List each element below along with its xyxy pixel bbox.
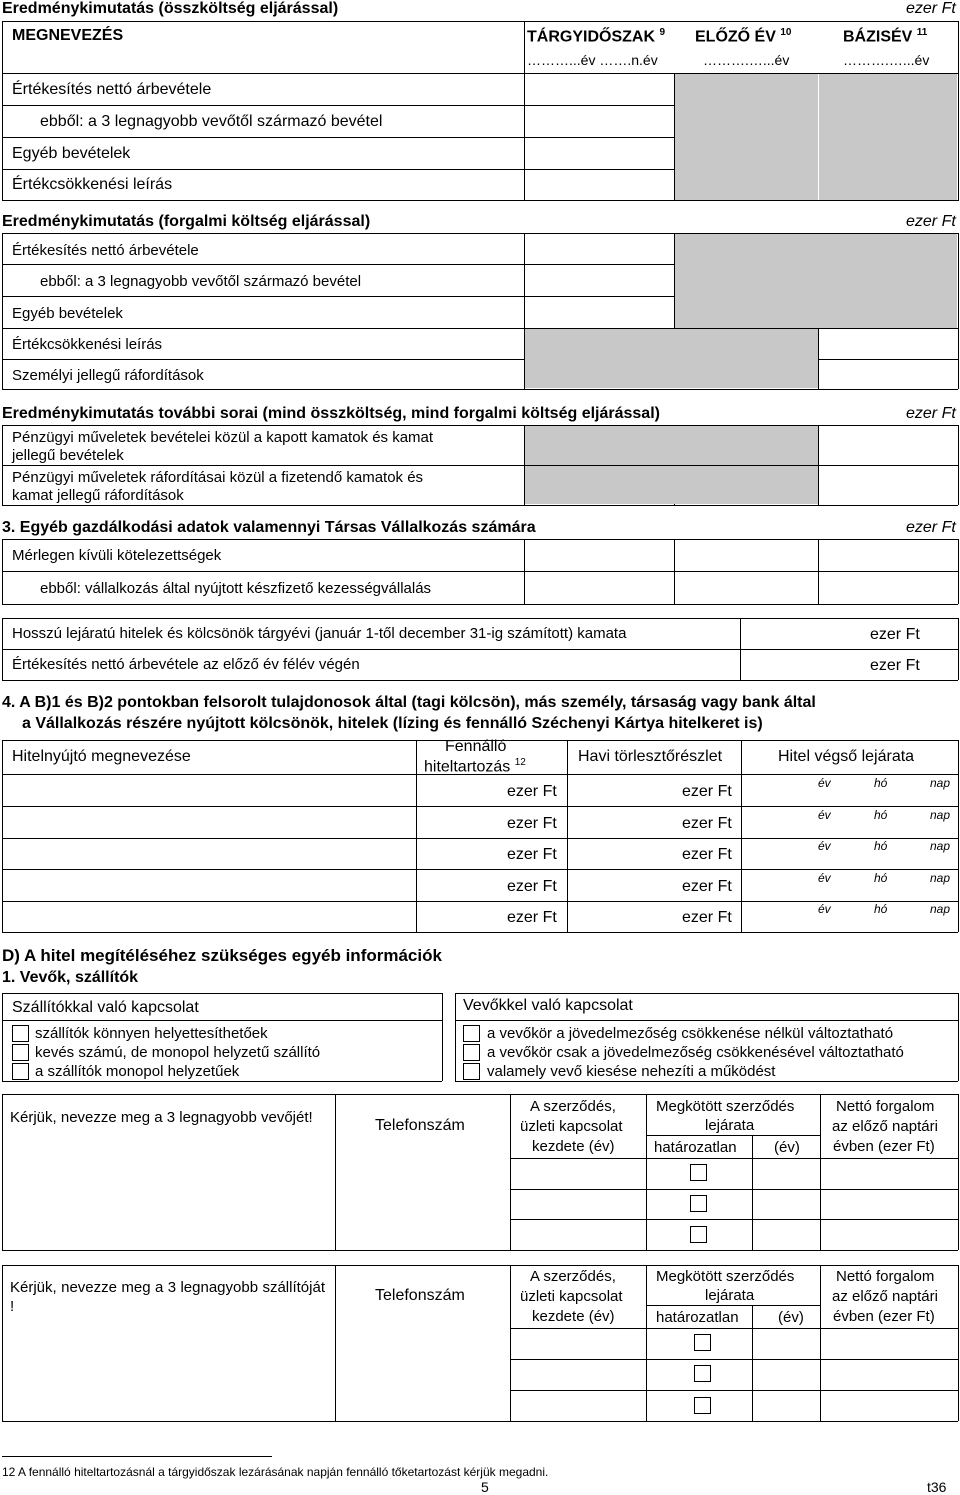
buyers-start-l2: üzleti kapcsolat [520, 1118, 623, 1135]
section4-title: 3. Egyéb gazdálkodási adatok valamennyi Társas Vállalkozás számára [2, 519, 536, 536]
loan-header-lender: Hitelnyújtó megnevezése [12, 748, 191, 765]
suppliers-start-l3: kezdete (év) [532, 1308, 615, 1325]
section4-unit: ezer Ft [906, 519, 956, 536]
loan-row5-install-unit: ezer Ft [682, 909, 732, 926]
section5-title-line1: 4. A B)1 és B)2 pontokban felsorolt tulajdonosok által (tagi kölcsön), más személy, társaság vagy bank által [2, 694, 816, 711]
s4-row-guarantee: ebből: vállalkozás által nyújtott készfizető kezességvállalás [40, 580, 432, 597]
supplier-opt3-checkbox[interactable] [12, 1063, 29, 1080]
buyers-start-l1: A szerződés, [530, 1098, 616, 1115]
s3-row1-line2: jellegű bevételek [12, 447, 124, 464]
loan-row2-nap: nap [930, 808, 951, 822]
s4-row-halfyear-unit: ezer Ft [870, 657, 920, 674]
supplier-opt1-label: szállítók könnyen helyettesíthetőek [35, 1025, 268, 1042]
buyer-opt2-label: a vevőkör csak a jövedelmezőség csökkenésével változtatható [487, 1044, 904, 1061]
loan-row4-debt-unit: ezer Ft [507, 878, 557, 895]
s3-row2-line1: Pénzügyi műveletek ráfordításai közül a fizetendő kamatok és [12, 469, 424, 486]
s4-row-interest: Hosszú lejáratú hitelek és kölcsönök tárgyévi (január 1-től december 31-ig számított) kamata [12, 625, 627, 642]
suppliers-start-l1: A szerződés, [530, 1268, 616, 1285]
buyer-opt1-label: a vevőkör a jövedelmezőség csökkenése nélkül változtatható [487, 1025, 894, 1042]
buyers-row1-indef-checkbox[interactable] [690, 1164, 707, 1181]
suppliers-start-l2: üzleti kapcsolat [520, 1288, 623, 1305]
s2-row-top3: ebből: a 3 legnagyobb vevőtől származó bevétel [40, 273, 362, 290]
supplier-opt2-checkbox[interactable] [12, 1044, 29, 1061]
s2-row-revenue: Értékesítés nettó árbevétele [12, 242, 199, 259]
s1-row-revenue: Értékesítés nettó árbevétele [12, 81, 212, 98]
loan-row2-install-unit: ezer Ft [682, 815, 732, 832]
suppliers-row2-indef-checkbox[interactable] [694, 1365, 711, 1382]
page-number: 5 [481, 1479, 489, 1495]
loan-row5-ev: év [818, 902, 831, 916]
loan-row5-nap: nap [930, 902, 951, 916]
s3-row1-line1: Pénzügyi műveletek bevételei közül a kapott kamatok és kamat [12, 429, 434, 446]
buyer-opt3-label: valamely vevő kiesése nehezíti a működést [487, 1063, 776, 1080]
buyers-expiry-year: (év) [774, 1139, 800, 1156]
loan-header-maturity: Hitel végső lejárata [778, 748, 915, 765]
s2-row-depreciation: Értékcsökkenési leírás [12, 336, 163, 353]
s1-row-other-income: Egyéb bevételek [12, 145, 131, 162]
loan-row2-debt-unit: ezer Ft [507, 815, 557, 832]
section1-unit: ezer Ft [906, 0, 956, 17]
s4-row-interest-unit: ezer Ft [870, 626, 920, 643]
loan-row3-install-unit: ezer Ft [682, 846, 732, 863]
sectionD-subtitle: 1. Vevők, szállítók [2, 969, 139, 986]
supplier-opt1-checkbox[interactable] [12, 1025, 29, 1042]
supplier-relation-heading: Szállítókkal való kapcsolat [12, 999, 199, 1016]
s1-row-top3: ebből: a 3 legnagyobb vevőtől származó bevétel [40, 113, 383, 130]
col-header-base: BÁZISÉV $^{11}$ [843, 27, 928, 46]
buyers-start-l3: kezdete (év) [532, 1138, 615, 1155]
loan-row2-ho: hó [874, 808, 888, 822]
col-header-current: TÁRGYIDŐSZAK $^9$ [527, 27, 666, 46]
buyers-expiry-l1: Megkötött szerződés [656, 1098, 795, 1115]
buyers-expiry-l2: lejárata [705, 1117, 755, 1134]
loan-row1-ho: hó [874, 776, 888, 790]
s4-row-offbalance: Mérlegen kívüli kötelezettségek [12, 547, 222, 564]
buyers-expiry-indef: határozatlan [654, 1139, 737, 1156]
s2-row-personnel: Személyi jellegű ráfordítások [12, 367, 204, 384]
s1-row-depreciation: Értékcsökkenési leírás [12, 176, 173, 193]
suppliers-phone-header: Telefonszám [375, 1287, 465, 1304]
loan-row3-nap: nap [930, 839, 951, 853]
loan-row1-install-unit: ezer Ft [682, 783, 732, 800]
suppliers-row3-indef-checkbox[interactable] [694, 1397, 711, 1414]
page-code: t36 [927, 1479, 947, 1495]
suppliers-row1-indef-checkbox[interactable] [694, 1334, 711, 1351]
sub-prev: ……….…...év [703, 52, 790, 68]
loan-row3-ho: hó [874, 839, 888, 853]
suppliers-expiry-l2: lejárata [705, 1287, 755, 1304]
suppliers-net-l3: évben (ezer Ft) [833, 1308, 935, 1325]
loan-header-debt-line2: hiteltartozás $^{12}$ [424, 757, 526, 776]
suppliers-net-l2: az előző naptári [832, 1288, 938, 1305]
loan-row1-nap: nap [930, 776, 951, 790]
sub-base: ……….…...év [843, 52, 930, 68]
suppliers-expiry-indef: határozatlan [656, 1309, 739, 1326]
col-header-prev: ELŐZŐ ÉV $^{10}$ [695, 27, 792, 46]
loan-row4-nap: nap [930, 871, 951, 885]
buyer-opt3-checkbox[interactable] [463, 1063, 480, 1080]
suppliers-expiry-year: (év) [778, 1309, 804, 1326]
buyers-phone-header: Telefonszám [375, 1117, 465, 1134]
s4-row-halfyear: Értékesítés nettó árbevétele az előző év félév végén [12, 656, 360, 673]
sub-current: ………...év …….n.év [527, 52, 658, 68]
loan-header-installment: Havi törlesztőrészlet [578, 748, 723, 765]
footnote-12: 12 A fennálló hiteltartozásnál a tárgyidőszak lezárásának napján fennálló tőketartozást kérjük megadni. [2, 1465, 549, 1479]
col-header-name: MEGNEVEZÉS [12, 27, 124, 44]
section5-title-line2: a Vállalkozás részére nyújtott kölcsönök, hitelek (lízing és fennálló Széchenyi Kártya hitelkeret is) [22, 715, 763, 732]
supplier-opt2-label: kevés számú, de monopol helyzetű szállító [35, 1044, 321, 1061]
suppliers-ask: Kérjük, nevezze meg a 3 legnagyobb szállítóját ! [10, 1279, 325, 1315]
loan-row3-ev: év [818, 839, 831, 853]
buyers-net-l3: évben (ezer Ft) [833, 1138, 935, 1155]
suppliers-net-l1: Nettó forgalom [836, 1268, 935, 1285]
buyers-ask: Kérjük, nevezze meg a 3 legnagyobb vevőjét! [10, 1109, 313, 1126]
supplier-opt3-label: a szállítók monopol helyzetűek [35, 1063, 240, 1080]
loan-row4-install-unit: ezer Ft [682, 878, 732, 895]
buyer-relation-heading: Vevőkkel való kapcsolat [463, 997, 633, 1014]
loan-row5-debt-unit: ezer Ft [507, 909, 557, 926]
buyers-row2-indef-checkbox[interactable] [690, 1195, 707, 1212]
loan-row4-ev: év [818, 871, 831, 885]
s3-row2-line2: kamat jellegű ráfordítások [12, 487, 184, 504]
buyer-opt2-checkbox[interactable] [463, 1044, 480, 1061]
loan-row3-debt-unit: ezer Ft [507, 846, 557, 863]
sectionD-title: D) A hitel megítéléséhez szükséges egyéb információk [2, 946, 442, 965]
buyers-net-l2: az előző naptári [832, 1118, 938, 1135]
suppliers-expiry-l1: Megkötött szerződés [656, 1268, 795, 1285]
footnote-rule [2, 1456, 272, 1457]
loan-row1-ev: év [818, 776, 831, 790]
section2-title: Eredménykimutatás (forgalmi költség eljárással) [2, 213, 371, 230]
section3-title: Eredménykimutatás további sorai (mind összköltség, mind forgalmi költség eljárással) [2, 405, 660, 422]
loan-row4-ho: hó [874, 871, 888, 885]
loan-row5-ho: hó [874, 902, 888, 916]
section2-unit: ezer Ft [906, 213, 956, 230]
section3-unit: ezer Ft [906, 405, 956, 422]
buyer-opt1-checkbox[interactable] [463, 1025, 480, 1042]
section1-title: Eredménykimutatás (összköltség eljárással) [2, 0, 339, 17]
s2-row-other-income: Egyéb bevételek [12, 305, 123, 322]
loan-row1-debt-unit: ezer Ft [507, 783, 557, 800]
loan-header-debt-line1: Fennálló [445, 738, 507, 755]
buyers-net-l1: Nettó forgalom [836, 1098, 935, 1115]
buyers-row3-indef-checkbox[interactable] [690, 1226, 707, 1243]
loan-row2-ev: év [818, 808, 831, 822]
